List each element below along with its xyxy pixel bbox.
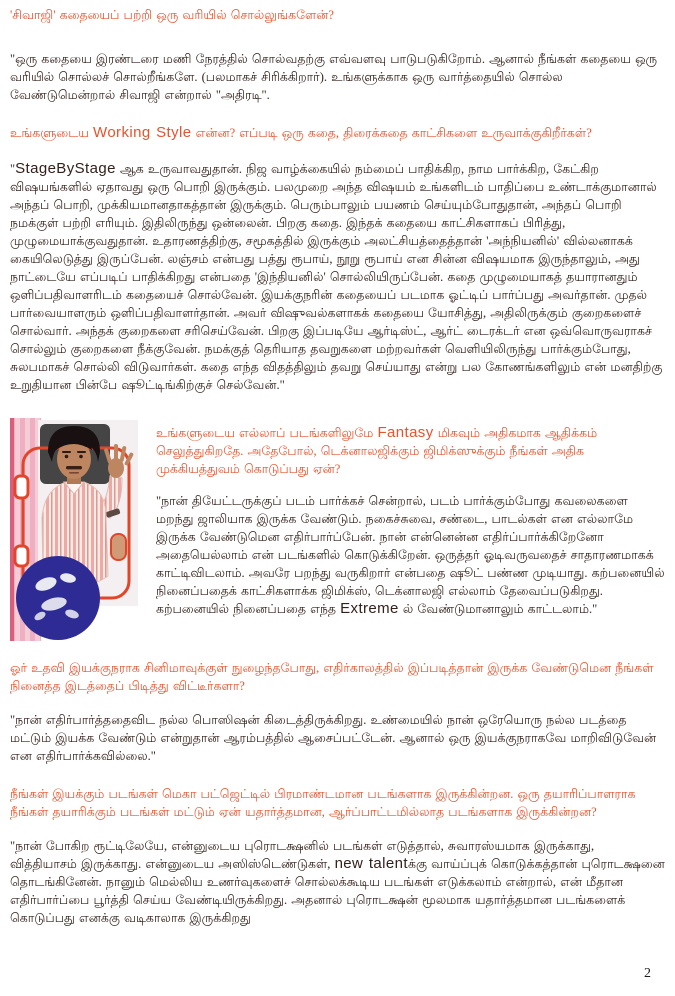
tamil-text: உங்களுடைய எல்லாப் படங்களிலுமே [156,426,378,440]
tamil-text: 'சிவாஜி' கதையைப் பற்றி ஒரு வரியில் சொல்லுங்களேன்? [10,8,334,22]
moustache [66,466,82,469]
english-term: new talent [334,855,408,872]
blue-face-graphic [16,556,100,640]
tamil-text: "ஒரு கதையை இரண்டரை மணி நேரத்தில் சொல்வதற்கு எவ்வளவு பாடுபடுகிறோம். ஆனால் நீங்கள் கதையை ஒரு வரியில் சொல்லச் சொல்றீங்களே. (பலமாகச் சிரிக்கிறார்). உங்களுக்காக ஒரு வார்த்தையில் சொல்ல வேண்டுமென்றால் சிவாஜி என்றால் "அதிரடி". [10,52,658,102]
photo-side-text [156,418,665,618]
tamil-text: என்ன? எப்படி ஒரு கதை, திரைக்கதை காட்சிகளை உருவாக்குகிறீர்கள்? [191,126,592,140]
question-1 [10,6,665,24]
english-term: Working Style [93,124,192,141]
english-term: StageByStage [15,160,116,177]
mouth [69,472,79,474]
tamil-text: " [10,162,16,176]
tamil-text: ல் வேண்டுமானாலும் காட்டலாம்." [398,602,598,616]
question-3 [156,424,665,478]
question-5 [10,785,665,821]
english-term: Fantasy [377,424,434,441]
answer-3 [156,492,665,618]
question-2 [10,124,665,142]
page-number: 2 [644,966,651,981]
interviewee-photo-art [10,418,142,641]
tamil-text: "நான் எதிர்பார்த்ததைவிட நல்ல பொஸிஷன் கிடைத்திருக்கிறது. உண்மையில் நான் ஒரேயொரு நல்ல படத்தை மட்டும் இயக்க வேண்டும் என்றுதான் ஆரம்பத்தில் ஆசைப்பட்டேன். ஆனால் ஒரு இயக்குநராகவே மாறிவிடுவேன் என எதிர்பார்க்கவில்லை." [10,713,657,763]
tamil-text: நீங்கள் இயக்கும் படங்கள் மெகா பட்ஜெட்டில் பிரமாண்டமான படங்களாக இருக்கின்றன. ஒரு தயாரிப்பாளராக நீங்கள் தயாரிக்கும் படங்கள் மட்டும் ஏன் யதார்த்தமான, ஆர்ப்பாட்டமில்லாத படங்களாக இருக்கின்றன? [10,787,636,819]
english-term: Extreme [340,600,399,617]
answer-2 [10,160,665,394]
tamil-text: உங்களுடைய [10,126,94,140]
tamil-text: க்கு வாய்ப்புக் கொடுக்கத்தான் புரொடக்ஷனை தொடங்கினேன். நானும் மெல்லிய உணர்வுகளைச் சொல்லக்கூடிய படங்கள் எடுக்கலாம் என்றால், என் மீதான எதிர்பார்ப்பை பூர்த்தி செய்ய வேண்டியிருக்கிறது. அதனால் புரொடக்ஷன் மூலமாக யதார்த்தமான படங்களைக் கொடுப்பது எனக்கு வடிகாலாக இருக்கிறது [10,857,665,925]
frame-tab [111,534,126,560]
answer-4 [10,711,665,765]
tamil-text: ஓர் உதவி இயக்குநராக சினிமாவுக்குள் நுழைந்தபோது, எதிர்காலத்தில் இப்படித்தான் இருக்க வேண்டுமென நீங்கள் நினைத்த இடத்தைப் பிடித்து விட்டீர்களா? [10,661,654,693]
question-4 [10,659,665,695]
tamil-text: "நான் போகிற ரூட்டிலேயே, என்னுடைய புரொடக்ஷனில் படங்கள் எடுத்தால், சுவாரஸ்யமாக இருக்காது, வித்தியாசம் இருக்காது. என்னுடைய அஸிஸ்டெண்டுகள், [10,839,595,871]
answer-5 [10,837,665,927]
tamil-text: ஆக உருவாவதுதான். நிஜ வாழ்க்கையில் நம்மைப் பாதிக்கிற, நாம பார்க்கிற, கேட்கிற விஷயங்களில் ஏதாவது ஒரு பொறி இருக்கும். பலமுறை அந்த விஷயம் உங்களிடம் பாதிப்பை உண்டாக்குமானால் அந்தப் பொறி, முக்கியமானதாகத்தான் இருக்கும். பெரும்பாலும் பயணம் செய்யும்போதுதான், அந்தப் பொறி நமக்குள் பற்றி எரியும். இதிலிருந்து ஒன்லைன். பிறகு கதை. இந்தக் கதையை காட்சிகளாகப் பிரித்து, முழுமையாக்குவதுதான். உதாரணத்திற்கு, சமூகத்தில் இருக்கும் அலட்சியத்தைத்தான் 'அந்நியனில்' வில்லனாகக் கையிலெடுத்து இருப்பேன். லஞ்சம் என்பது பத்து ரூபாய், நூறு ரூபாய் என சின்ன விஷயமாக இருந்தாலும், அது நாட்டையே எப்படிப் பாதிக்கிறது என்பதை 'இந்தியனில்' சொல்லியிருப்பேன். கதை முழுமையாகத் தயாரானதும் ஒளிப்பதிவாளரிடம் கதையைச் சொல்வேன். இயக்குநரின் கதையைப் படமாக ஓட்டிப் பார்ப்பது அவர்தான். முதல் பார்வையாளரும் ஒளிப்பதிவாளர்தான். அவர் விஷுவல்களாகக் கதையை யோசித்து, அதிலிருக்கும் குறைகளைச் சொல்வார். அந்தக் குறைகளை சரிசெய்வேன். பிறகு இப்படியே ஆர்டிஸ்ட், ஆர்ட் டைரக்டர் என ஒவ்வொருவராகச் சொல்லும் குறைகளை நீக்குவேன். நமக்குத் தெரியாத தவறுகளை மற்றவர்கள் வெளியிலிருந்து பார்க்கும்போது, சுலபமாகச் சொல்லி விடுவார்கள். கதை எந்த விதத்திலும் தவறு செய்யாது என்று பல கோணங்களிலும் என் மனதிற்கு உறுதியான பின்பே ஷூட்டிங்கிற்குச் செல்வேன்." [10,162,663,392]
answer-1 [10,50,665,104]
tamil-text: மிகவும் அதிகமாக ஆதிக்கம் செலுத்துகிறதே. அதேபோல், டெக்னாலஜிக்கும் ஜிமிக்ஸுக்கும் நீங்கள் அதிக முக்கியத்துவம் கொடுப்பது ஏன்? [156,426,598,476]
interviewee-photo [10,418,142,641]
tamil-text: "நான் தியேட்டருக்குப் படம் பார்க்கச் சென்றால், படம் பார்க்கும்போது கவலைகளை மறந்து ஜாலியாக இருக்க வேண்டும். நகைச்சுவை, சண்டை, பாடல்கள் என எல்லாமே இருக்க வேண்டுமென எதிர்பார்ப்பேன். நான் என்னென்ன எதிர்ப்பார்க்கிறேனோ அதையெல்லாம் என் படங்களில் கொடுக்கிறேன். ஒருத்தர் ஓடிவருவதைச் சாதாரணமாகக் காட்டிவிடலாம். அவரே பறந்து வருகிறார் என்பதை ஷூட் பண்ண முடியாது. கற்பனையில் நினைப்பதைக் காட்சிகளாக்க ஜிமிக்ஸ், டெக்னாலஜி எல்லாம் தேவைப்படுகிறது. கற்பனையில் நினைப்பதை எந்த [156,494,665,616]
photo-text-row [10,418,665,641]
